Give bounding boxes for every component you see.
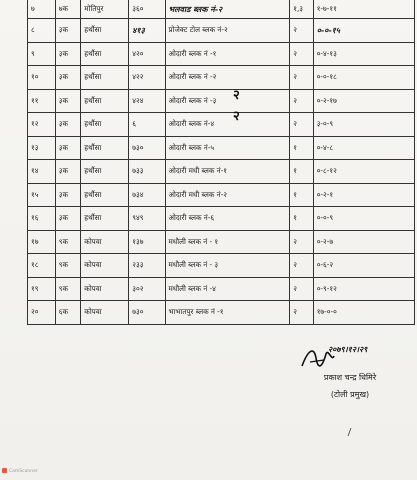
table-cell-land: ०-२-१ [313,183,414,207]
table-cell-kitta: ७३० [129,136,165,160]
table-cell-qty: २ [290,113,313,137]
table-cell-land: ०-४-८ [313,136,414,160]
table-row [28,183,415,207]
table-row [28,19,415,43]
table-cell-area: ओदारी ब्लक नं -३ [165,89,290,113]
table-row [28,230,415,254]
table-cell-ward: ३क [55,89,81,113]
table-cell-land: ०-२-७ [313,230,414,254]
table-cell-ward: ३क [55,66,81,90]
table-cell-village: कोपवा [81,230,129,254]
table-cell-village: हर्थौसा [81,89,129,113]
signatory-name: प्रकाश चन्द्र धिमिरे [323,373,377,382]
table-cell-kitta: १३७ [129,230,165,254]
table-cell-land: १७-०-० [313,301,414,325]
table-cell-village: मोतिपुर [81,0,129,19]
table-cell-ward: ३क [55,42,81,66]
table-cell-village: हर्थौसा [81,207,129,231]
table-cell-kitta: ४२२ [129,66,165,90]
table-cell-sn: १४ [28,160,56,184]
table-cell-ward: ३क [55,183,81,207]
table-cell-village: हर्थौसा [81,113,129,137]
table-cell-area: ओदारी ब्लक नं -१ [165,42,290,66]
table-cell-land: ०-९-१२ [313,277,414,301]
table-cell-land: ३-०-९ [313,113,414,137]
table-cell-kitta: ७३४ [129,183,165,207]
table-cell-sn: १० [28,66,56,90]
table-cell-qty: १,३ [290,0,313,19]
table-cell-qty: १ [290,160,313,184]
table-cell-ward: ९क [55,277,81,301]
table-cell-sn: २० [28,301,56,325]
table-row [28,66,415,90]
table-cell-sn: १६ [28,207,56,231]
table-cell-kitta: ३६० [129,0,165,19]
table-cell-village: हर्थौसा [81,19,129,43]
table-cell-sn: ९ [28,42,56,66]
table-row [28,136,415,160]
table-cell-area: ओदारी ब्लक नं-५ [165,136,290,160]
table-cell-land: ०-२-१७ [313,89,414,113]
scanner-logo-icon [2,468,7,473]
table-cell-land: ०-८-१२ [313,160,414,184]
table-cell-qty: २ [290,254,313,278]
table-cell-village: कोपवा [81,301,129,325]
table-cell-qty: २ [290,42,313,66]
signature-block [290,340,410,400]
table-cell-ward: ३क [55,160,81,184]
table-cell-area: मधौली ब्लक नं -४ [165,277,290,301]
table-cell-area: भाभातपुर ब्लक नं -१ [165,301,290,325]
table-cell-qty: १ [290,183,313,207]
table-cell-village: कोपवा [81,277,129,301]
table-cell-land: ०-४-१३ [313,42,414,66]
table-row [28,301,415,325]
table-cell-kitta: ९४९ [129,207,165,231]
signatory-role: (टोली प्रमुख) [330,390,370,399]
table-cell-kitta: ६ [129,113,165,137]
table-cell-village: हर्थौसा [81,66,129,90]
land-parcel-table [27,0,415,325]
table-cell-area: ओदारी मधी ब्लक नं-२ [165,183,290,207]
scanner-label: CamScanner [9,469,38,474]
table-cell-kitta: ७३३ [129,160,165,184]
table-cell-sn: १२ [28,113,56,137]
signature-date: २०७९।१२।२९ [328,344,368,354]
table-cell-ward: ९क [55,230,81,254]
table-cell-kitta: ४२४ [129,89,165,113]
table-cell-qty: १ [290,207,313,231]
table-cell-ward: ३क [55,136,81,160]
table-cell-land: ०-६-२ [313,254,414,278]
table-cell-land: ०-०-१८ [313,66,414,90]
table-row [28,42,415,66]
table-row [28,277,415,301]
table-cell-kitta: ३०२ [129,277,165,301]
table-cell-sn: १३ [28,136,56,160]
table-row [28,160,415,184]
table-cell-qty: २ [290,19,313,43]
table-row [28,89,415,113]
table-cell-sn: १८ [28,254,56,278]
table-cell-sn: ११ [28,89,56,113]
table-cell-area: ओदारी ब्लक नं-४ [165,113,290,137]
table-cell-land: ०-०-१५ [313,19,414,43]
table-cell-ward: ३क [55,207,81,231]
handwritten-tick-mark: २ [233,88,240,103]
handwritten-tick-mark: २ [233,109,240,124]
table-cell-kitta: २३३ [129,254,165,278]
table-cell-qty: २ [290,230,313,254]
table-cell-sn: १७ [28,230,56,254]
table-cell-area: ओदारी ब्लक नं -२ [165,66,290,90]
table-cell-area: भलवाड ब्लक नं-२ [165,0,290,19]
table-cell-area: प्रोजेक्ट टोल ब्लक नं-२ [165,19,290,43]
table-cell-area: ओदारी मधी ब्लक नं-१ [165,160,290,184]
table-cell-area: मधौली ब्लक नं - ३ [165,254,290,278]
table-row [28,113,415,137]
table-cell-qty: २ [290,66,313,90]
table-body [28,0,415,324]
table-cell-ward: ३क [55,19,81,43]
table-cell-village: हर्थौसा [81,136,129,160]
table-cell-ward: ३क [55,113,81,137]
table-cell-land: १-७-११ [313,0,414,19]
table-cell-village: कोपवा [81,254,129,278]
table-cell-area: मधौली ब्लक नं - १ [165,230,290,254]
table-cell-qty: २ [290,89,313,113]
table-cell-village: हर्थौसा [81,160,129,184]
table-row [28,254,415,278]
table-cell-qty: २ [290,277,313,301]
table-cell-sn: ८ [28,19,56,43]
table-cell-sn: १९ [28,277,56,301]
table-cell-kitta: ४२० [129,42,165,66]
table-cell-ward: ६क [55,301,81,325]
table-cell-village: हर्थौसा [81,183,129,207]
table-row [28,0,415,19]
table-cell-kitta: ७३० [129,301,165,325]
table-cell-sn: १५ [28,183,56,207]
table-cell-area: ओदारी ब्लक नं-६ [165,207,290,231]
stray-pen-mark [348,428,358,436]
table-cell-qty: १ [290,136,313,160]
table-cell-kitta: ४१३ [129,19,165,43]
table-cell-land: ०-०-९ [313,207,414,231]
table-row [28,207,415,231]
table-cell-qty: २ [290,301,313,325]
table-cell-ward: ७क [55,0,81,19]
scanner-watermark [2,468,38,474]
table-cell-sn: ७ [28,0,56,19]
table-cell-ward: ९क [55,254,81,278]
table-cell-village: हर्थौसा [81,42,129,66]
